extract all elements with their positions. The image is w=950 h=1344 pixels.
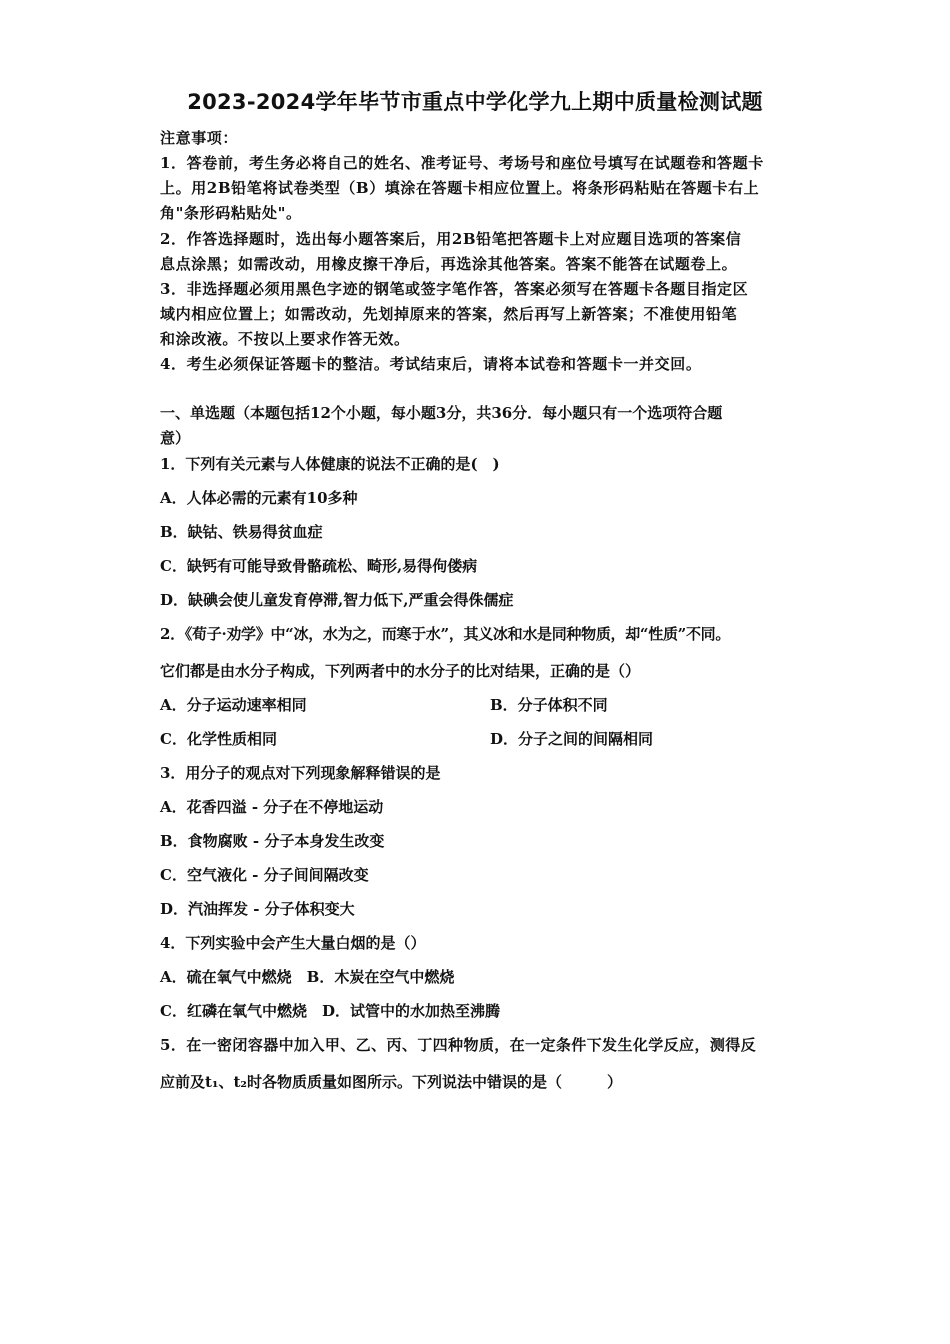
question-3-option-a: A．花香四溢 - 分子在不停地运动 <box>160 798 384 816</box>
notice-line: 域内相应位置上；如需改动，先划掉原来的答案，然后再写上新答案；不准使用铅笔 <box>160 305 738 323</box>
question-2-stem: 2．《荀子·劝学》中“冰，水为之，而寒于水”，其义冰和水是同种物质，却“性质”不同。 <box>160 625 731 643</box>
question-1-stem: 1．下列有关元素与人体健康的说法不正确的是( ) <box>160 455 500 473</box>
notice-line: 上。用2B铅笔将试卷类型（B）填涂在答题卡相应位置上。将条形码粘贴在答题卡右上 <box>160 179 760 197</box>
question-1-option-c: C．缺钙有可能导致骨骼疏松、畸形,易得佝偻病 <box>160 557 478 575</box>
question-4-stem: 4．下列实验中会产生大量白烟的是（） <box>160 934 426 952</box>
notice-line: 4．考生必须保证答题卡的整洁。考试结束后，请将本试卷和答题卡一并交回。 <box>160 355 702 373</box>
notice-line: 2．作答选择题时，选出每小题答案后，用2B铅笔把答题卡上对应题目选项的答案信 <box>160 230 742 248</box>
question-4-options-ab: A．硫在氧气中燃烧 B．木炭在空气中燃烧 <box>160 968 455 986</box>
question-3-option-c: C．空气液化 - 分子间间隔改变 <box>160 866 369 884</box>
question-3-stem: 3．用分子的观点对下列现象解释错误的是 <box>160 764 441 782</box>
notice-line: 和涂改液。不按以上要求作答无效。 <box>160 330 410 348</box>
section-heading-cont: 意） <box>160 429 191 447</box>
notice-line: 角"条形码粘贴处"。 <box>160 204 302 222</box>
question-3-option-d: D．汽油挥发 - 分子体积变大 <box>160 900 355 918</box>
section-heading: 一、单选题（本题包括12个小题，每小题3分，共36分．每小题只有一个选项符合题 <box>160 404 723 422</box>
question-5-stem-cont: 应前及t₁、t₂时各物质质量如图所示。下列说法中错误的是（ ） <box>160 1073 623 1091</box>
question-2-option-d: D．分子之间的间隔相同 <box>490 730 654 748</box>
question-2-option-c: C．化学性质相同 <box>160 730 277 748</box>
question-2-option-b: B．分子体积不同 <box>490 696 608 714</box>
question-1-option-b: B．缺钴、铁易得贫血症 <box>160 523 323 541</box>
exam-title: 2023-2024学年毕节市重点中学化学九上期中质量检测试题 <box>187 90 763 114</box>
question-1-option-a: A．人体必需的元素有10多种 <box>160 489 358 507</box>
question-2-option-a: A．分子运动速率相同 <box>160 696 307 714</box>
question-1-option-d: D．缺碘会使儿童发育停滞,智力低下,严重会得侏儒症 <box>160 591 514 609</box>
question-4-options-cd: C．红磷在氧气中燃烧 D．试管中的水加热至沸腾 <box>160 1002 500 1020</box>
notice-line: 1．答卷前，考生务必将自己的姓名、准考证号、考场号和座位号填写在试题卷和答题卡 <box>160 154 764 172</box>
question-3-option-b: B．食物腐败 - 分子本身发生改变 <box>160 832 385 850</box>
notice-heading: 注意事项： <box>160 129 239 147</box>
question-2-stem-cont: 它们都是由水分子构成，下列两者中的水分子的比对结果，正确的是（） <box>160 662 641 680</box>
notice-line: 3．非选择题必须用黑色字迹的钢笔或签字笔作答，答案必须写在答题卡各题目指定区 <box>160 280 749 298</box>
question-5-stem: 5．在一密闭容器中加入甲、乙、丙、丁四种物质，在一定条件下发生化学反应，测得反 <box>160 1036 757 1054</box>
notice-line: 息点涂黑；如需改动，用橡皮擦干净后，再选涂其他答案。答案不能答在试题卷上。 <box>160 255 738 273</box>
